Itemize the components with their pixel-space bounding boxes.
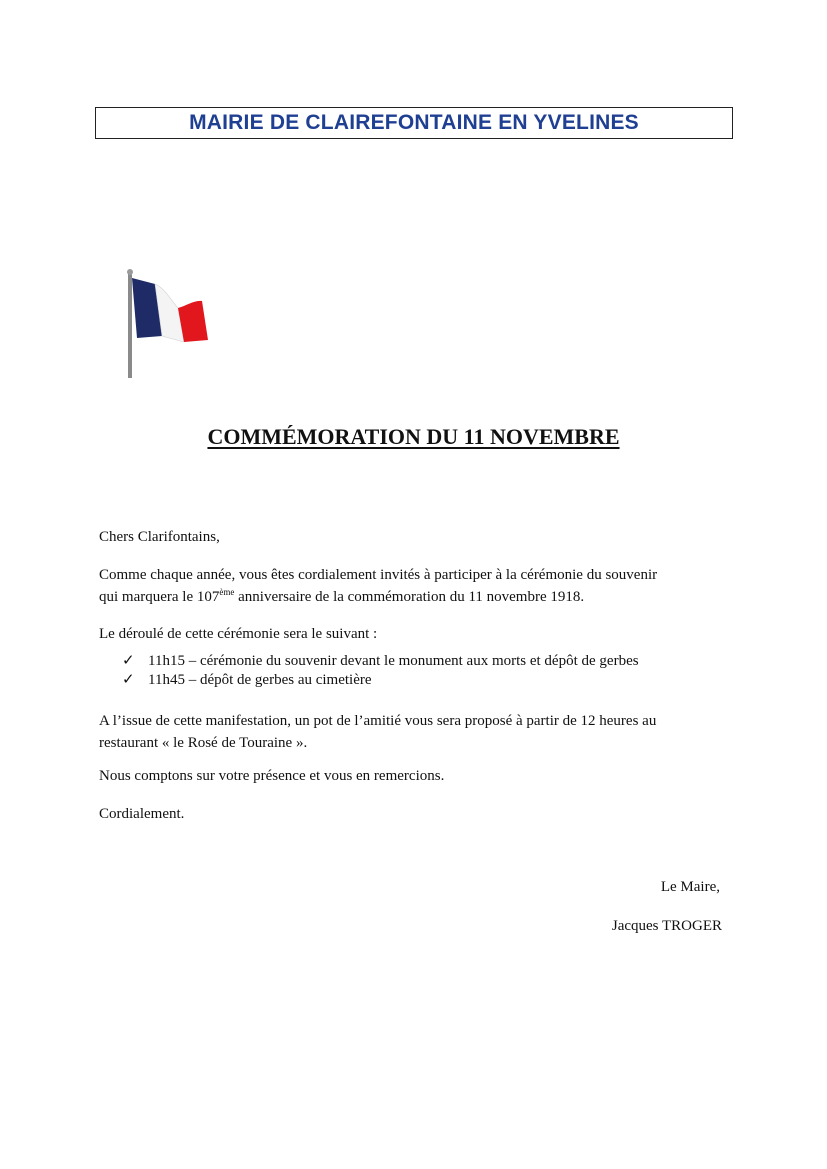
intro-paragraph — [99, 564, 723, 608]
ordinal-suffix: ème — [219, 587, 235, 597]
intro-line-2-start: qui marquera le 107 — [99, 589, 220, 605]
intro-line-2-end: anniversaire de la commémoration du 11 novembre 1918. — [234, 589, 585, 605]
checkmark-icon: ✓ — [122, 653, 135, 669]
greeting: Chers Clarifontains, — [99, 529, 220, 545]
reception-line-1 — [99, 710, 723, 732]
reception-line-2: restaurant « le Rosé de Touraine ». — [99, 735, 308, 751]
flag-pole-top — [127, 269, 133, 275]
list-item — [122, 671, 639, 690]
list-item — [122, 652, 639, 671]
signatory-role: Le Maire, — [660, 879, 720, 895]
header-box — [95, 107, 733, 139]
intro-line-1-text: Comme chaque année, vous êtes cordialement invités à participer à la cérémonie du souvenir — [99, 567, 658, 583]
program-list — [122, 652, 639, 690]
checkmark-icon: ✓ — [122, 672, 135, 688]
intro-line-2 — [99, 586, 723, 608]
list-item-text: 11h45 – dépôt de gerbes au cimetière — [148, 672, 372, 688]
program-intro: Le déroulé de cette cérémonie sera le suivant : — [99, 626, 378, 642]
intro-line-1 — [99, 564, 723, 586]
sign-off: Cordialement. — [99, 806, 185, 822]
reception-line-1-text: A l’issue de cette manifestation, un pot de l’amitié vous sera proposé à partir de 12 heures au — [99, 713, 657, 729]
signatory-name: Jacques TROGER — [611, 918, 722, 934]
mairie-title: MAIRIE DE CLAIREFONTAINE EN YVELINES — [189, 111, 639, 134]
flag-pole — [128, 272, 132, 378]
reception-paragraph — [99, 710, 723, 754]
french-flag-icon — [120, 268, 220, 383]
closing-thanks: Nous comptons sur votre présence et vous en remercions. — [99, 768, 445, 784]
page-title: COMMÉMORATION DU 11 NOVEMBRE — [207, 424, 620, 449]
list-item-text: 11h15 – cérémonie du souvenir devant le monument aux morts et dépôt de gerbes — [148, 653, 639, 669]
